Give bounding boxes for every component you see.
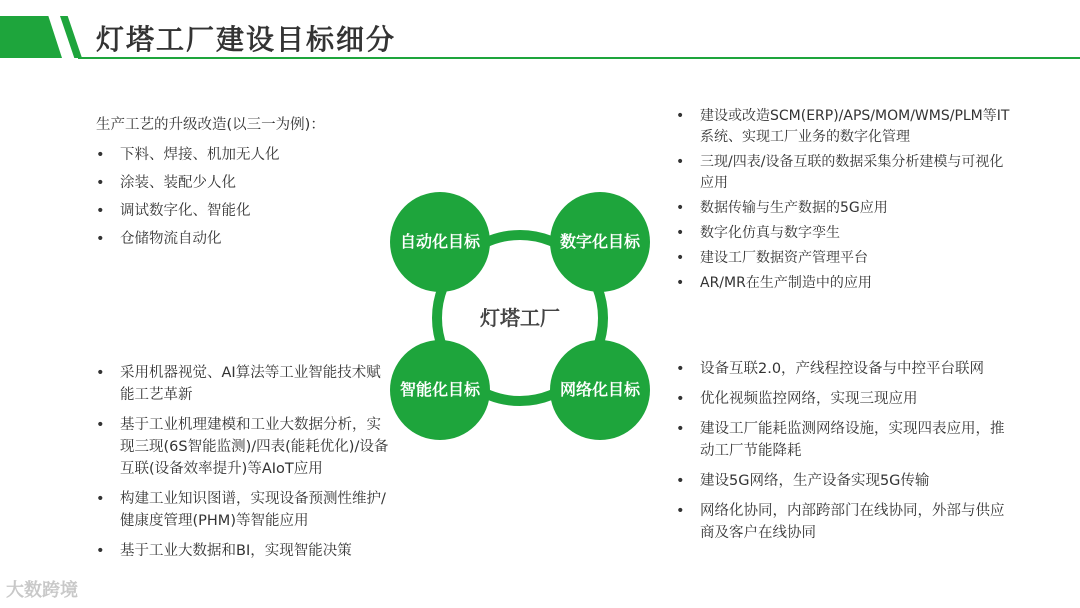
node-networking: 网络化目标: [550, 340, 650, 440]
bullet-icon: •: [96, 491, 105, 507]
list-item: • 三现/四表/设备互联的数据采集分析建模与可视化应用: [676, 154, 1004, 191]
list-item: • 涂装、装配少人化: [96, 172, 396, 194]
list-item: • 基于工业机理建模和工业大数据分析，实现三现(6S智能监测)/四表(能耗优化)/设备互联(设备效率提升)等AIoT应用: [96, 414, 394, 480]
top-right-list: [676, 106, 1016, 294]
bullet-icon: •: [676, 250, 685, 266]
bullet-icon: •: [676, 503, 685, 519]
list-item: • 建设工厂能耗监测网络设施，实现四表应用，推动工厂节能降耗: [676, 418, 1016, 462]
header-accent-stripe: [60, 16, 82, 58]
list-item: • 优化视频监控网络，实现三现应用: [676, 388, 1016, 410]
bottom-left-block: [96, 362, 394, 570]
list-item: • 下料、焊接、机加无人化: [96, 144, 396, 166]
bullet-icon: •: [676, 391, 685, 407]
list-item: • 数据传输与生产数据的5G应用: [676, 198, 1016, 219]
bullet-icon: •: [676, 225, 685, 241]
list-item: • 仓储物流自动化: [96, 228, 396, 250]
list-item: • 建设5G网络，生产设备实现5G传输: [676, 470, 1016, 492]
bottom-right-list: [676, 358, 1016, 544]
list-item: • 网络化协同，内部跨部门在线协同，外部与供应商及客户在线协同: [676, 500, 1016, 544]
node-automation: 自动化目标: [390, 192, 490, 292]
list-item: • 采用机器视觉、AI算法等工业智能技术赋能工艺革新: [96, 362, 394, 406]
bottom-right-block: [676, 358, 1016, 552]
top-left-block: [96, 114, 396, 256]
list-item: • AR/MR在生产制造中的应用: [676, 273, 1016, 294]
bullet-icon: •: [676, 108, 685, 124]
bullet-icon: •: [96, 175, 105, 191]
bullet-icon: •: [676, 473, 685, 489]
header-divider: [78, 57, 1080, 59]
bullet-icon: •: [96, 231, 105, 247]
page-title: 灯塔工厂建设目标细分: [96, 23, 397, 56]
bullet-icon: •: [96, 365, 105, 381]
watermark: 大数跨境: [6, 580, 78, 601]
list-item: • 建设或改造SCM(ERP)/APS/MOM/WMS/PLM等IT系统、实现工厂业务的数字化管理: [676, 108, 1010, 145]
list-item: • 基于工业大数据和BI，实现智能决策: [96, 540, 394, 562]
node-intelligence: 智能化目标: [390, 340, 490, 440]
list-item: • 构建工业知识图谱，实现设备预测性维护/健康度管理(PHM)等智能应用: [96, 488, 394, 532]
node-digitalization: 数字化目标: [550, 192, 650, 292]
center-label: 灯塔工厂: [480, 306, 560, 330]
bullet-icon: •: [96, 543, 105, 559]
intro-text: 生产工艺的升级改造(以三一为例)：: [96, 117, 325, 133]
bullet-icon: •: [676, 421, 685, 437]
bullet-icon: •: [676, 275, 685, 291]
bullet-icon: •: [96, 417, 105, 433]
bottom-left-list: [96, 362, 394, 562]
bullet-icon: •: [676, 200, 685, 216]
header-accent-block: [0, 16, 62, 58]
list-item: • 调试数字化、智能化: [96, 200, 396, 222]
top-right-block: [676, 106, 1016, 298]
bullet-icon: •: [96, 147, 105, 163]
bullet-icon: •: [96, 203, 105, 219]
bullet-icon: •: [676, 361, 685, 377]
list-item: • 建设工厂数据资产管理平台: [676, 248, 1016, 269]
top-left-list: [96, 144, 396, 250]
list-item: • 设备互联2.0，产线程控设备与中控平台联网: [676, 358, 1016, 380]
bullet-icon: •: [676, 154, 685, 170]
list-item: • 数字化仿真与数字孪生: [676, 223, 1016, 244]
